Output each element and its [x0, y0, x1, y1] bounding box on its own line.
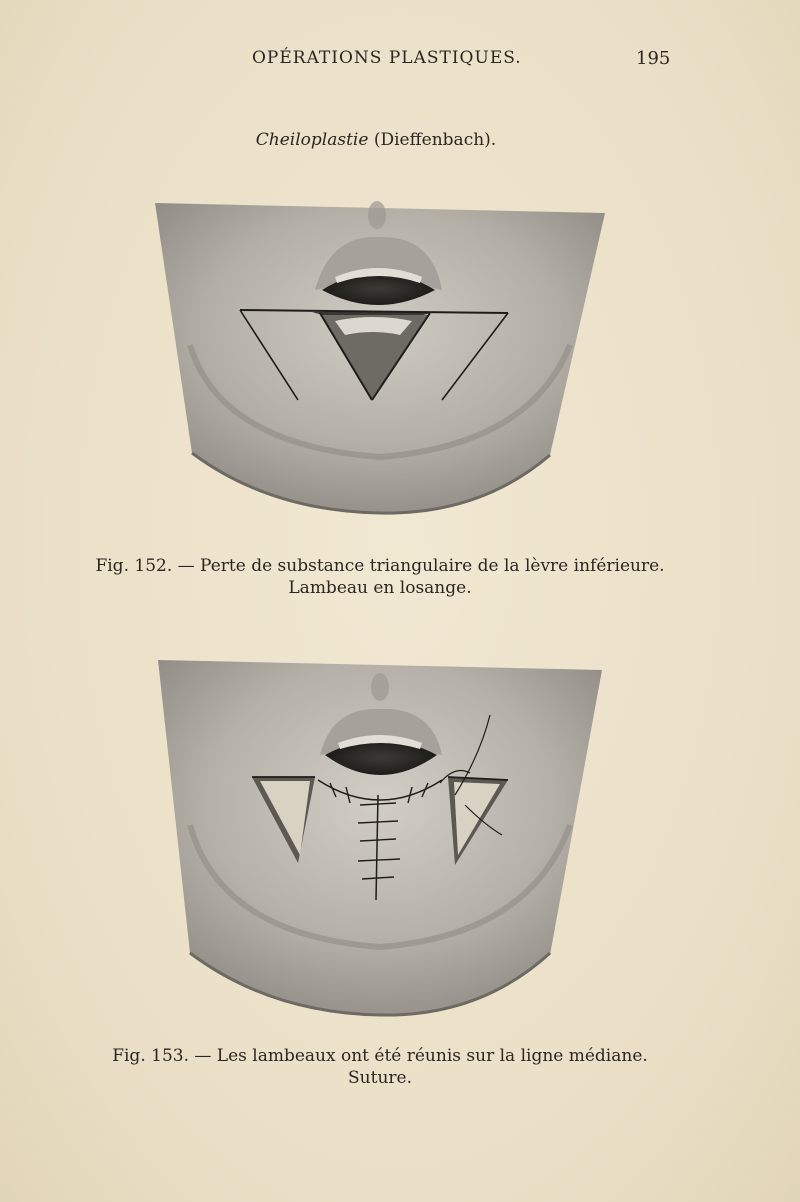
- caption-line: Lambeau en losange.: [288, 578, 472, 598]
- page-number: 195: [636, 48, 671, 69]
- chin-suture-drawing: [150, 655, 610, 1020]
- caption-line: Fig. 153. — Les lambeaux ont été réunis sur la ligne médiane.: [112, 1046, 648, 1066]
- caption-line: Fig. 152. — Perte de substance triangulaire de la lèvre inférieure.: [95, 556, 665, 576]
- chin-triangular-defect-drawing: [150, 195, 610, 515]
- section-title: [0, 130, 752, 150]
- caption-line: Suture.: [348, 1068, 412, 1088]
- figure-153-caption: [80, 1045, 680, 1089]
- figure-153-illustration: [150, 655, 610, 1020]
- figure-152-illustration: [150, 195, 610, 515]
- section-title-rest: (Dieffenbach).: [373, 130, 497, 150]
- running-header: [0, 48, 800, 74]
- running-title: OPÉRATIONS PLASTIQUES.: [252, 48, 522, 68]
- section-title-italic: Cheiloplastie: [255, 130, 369, 150]
- figure-152-caption: [80, 555, 680, 599]
